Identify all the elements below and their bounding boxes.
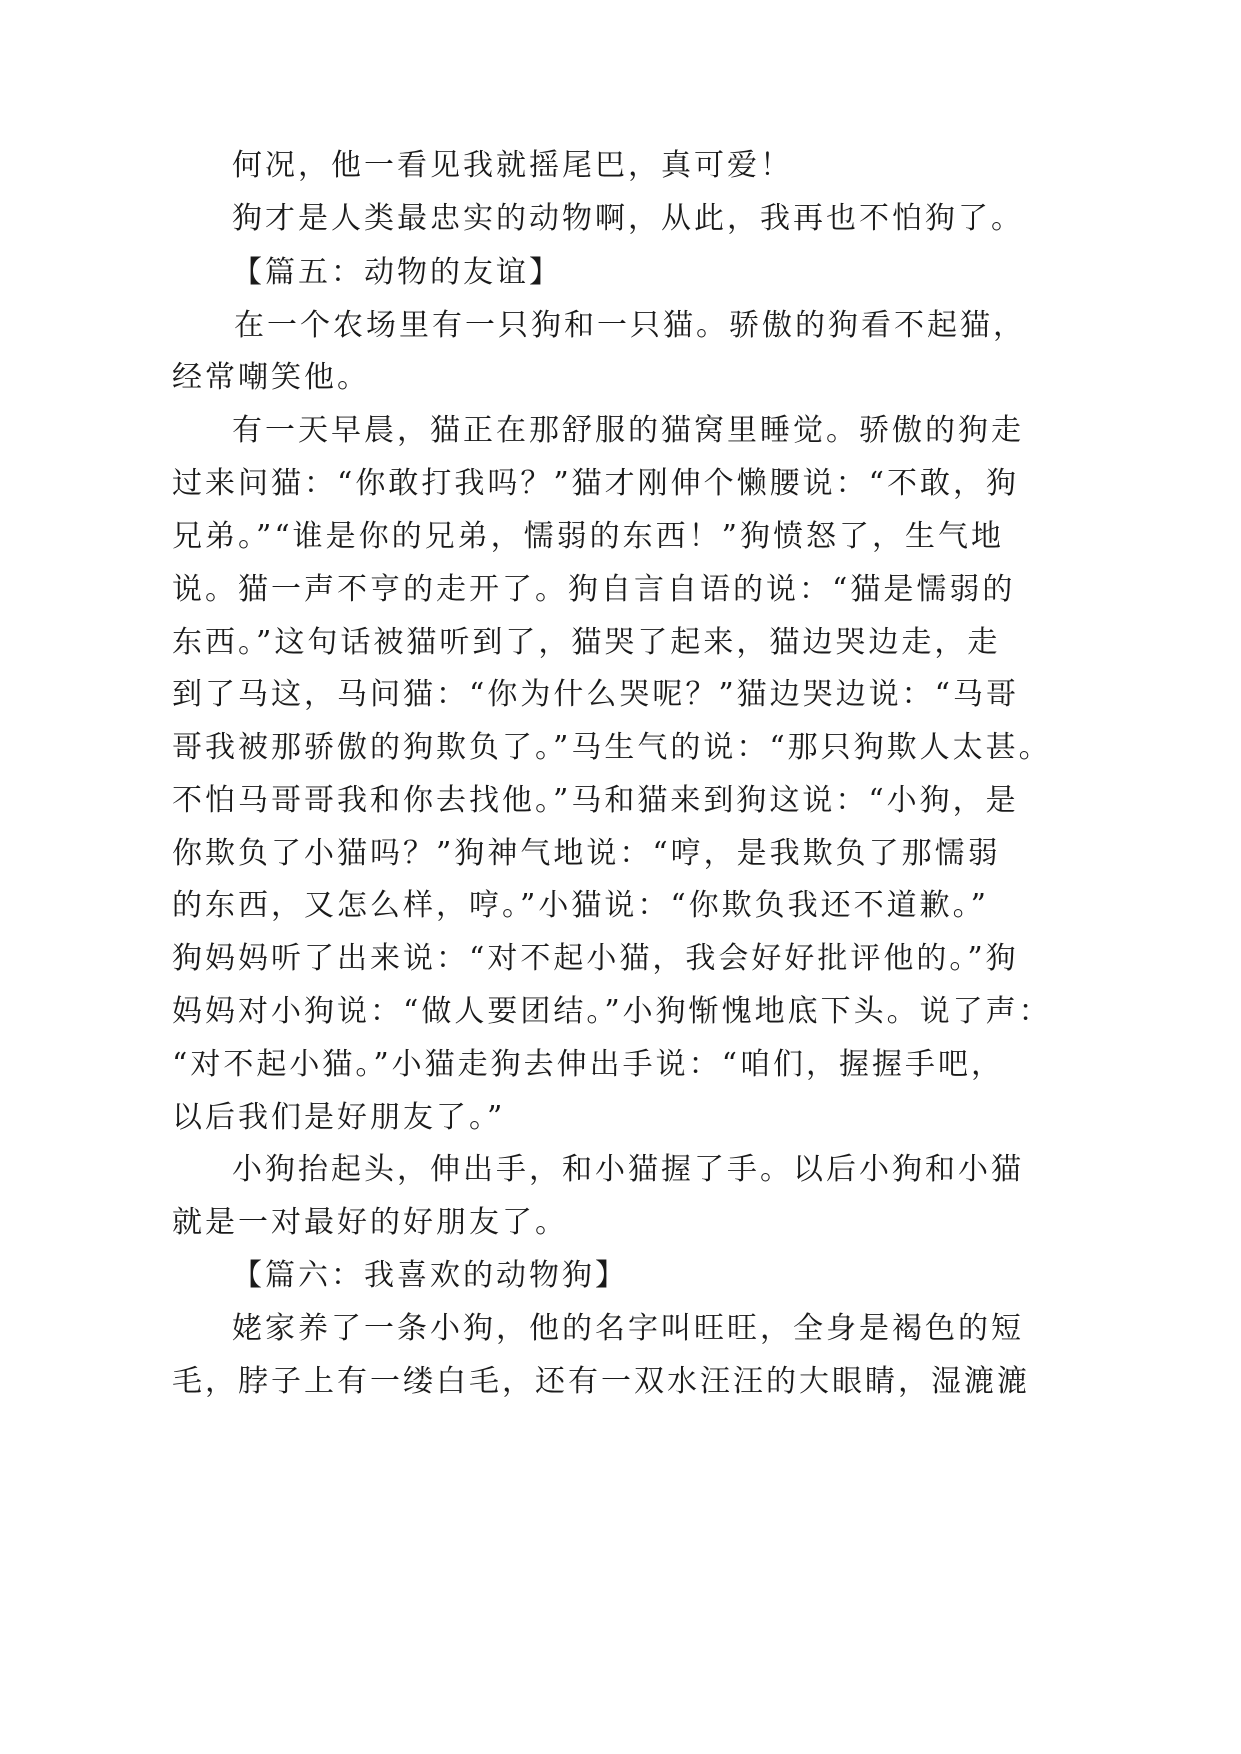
text-line: 东西。”这句话被猫听到了，猫哭了起来，猫边哭边走，走	[172, 625, 1001, 660]
text-line: 就是一对最好的好朋友了。	[172, 1205, 568, 1240]
text-line: 你欺负了小猫吗？”狗神气地说：“哼，是我欺负了那懦弱	[172, 836, 1001, 871]
text-line: 过来问猫：“你敢打我吗？”猫才刚伸个懒腰说：“不敢，狗	[172, 466, 1020, 501]
text-line: 到了马这，马问猫：“你为什么哭呢？”猫边哭边说：“马哥	[172, 677, 1020, 712]
text-line: 在一个农场里有一只狗和一只猫。骄傲的狗看不起猫，	[234, 308, 1026, 343]
text-line: 何况，他一看见我就摇尾巴，真可爱！	[232, 148, 793, 183]
text-line: 经常嘲笑他。	[172, 360, 370, 395]
section-heading: 【篇六：我喜欢的动物狗】	[232, 1258, 628, 1293]
text-line: 毛，脖子上有一缕白毛，还有一双水汪汪的大眼睛，湿漉漉	[172, 1364, 1030, 1399]
text-line: 狗妈妈听了出来说：“对不起小猫，我会好好批评他的。”狗	[172, 941, 1019, 976]
text-line: 兄弟。”“谁是你的兄弟，懦弱的东西！”狗愤怒了，生气地	[172, 519, 1005, 554]
text-line: 以后我们是好朋友了。”	[172, 1100, 506, 1135]
text-line: 哥我被那骄傲的狗欺负了。”马生气的说：“那只狗欺人太甚。	[172, 730, 1052, 765]
text-line: 说。猫一声不亨的走开了。狗自言自语的说：“猫是懦弱的	[172, 572, 1016, 607]
text-line: 小狗抬起头，伸出手，和小猫握了手。以后小狗和小猫	[232, 1152, 1024, 1187]
text-line: 有一天早晨，猫正在那舒服的猫窝里睡觉。骄傲的狗走	[232, 413, 1024, 448]
text-line: 的东西，又怎么样，哼。”小猫说：“你欺负我还不道歉。”	[172, 888, 990, 923]
text-line: 姥家养了一条小狗，他的名字叫旺旺，全身是褐色的短	[232, 1311, 1024, 1346]
text-line: “对不起小猫。”小猫走狗去伸出手说：“咱们，握握手吧，	[172, 1047, 1005, 1082]
text-line: 不怕马哥哥我和你去找他。”马和猫来到狗这说：“小狗，是	[172, 783, 1019, 818]
text-line: 狗才是人类最忠实的动物啊，从此，我再也不怕狗了。	[232, 201, 1024, 236]
text-line: 妈妈对小狗说：“做人要团结。”小狗惭愧地底下头。说了声：	[172, 994, 1052, 1029]
section-heading: 【篇五：动物的友谊】	[232, 255, 562, 290]
